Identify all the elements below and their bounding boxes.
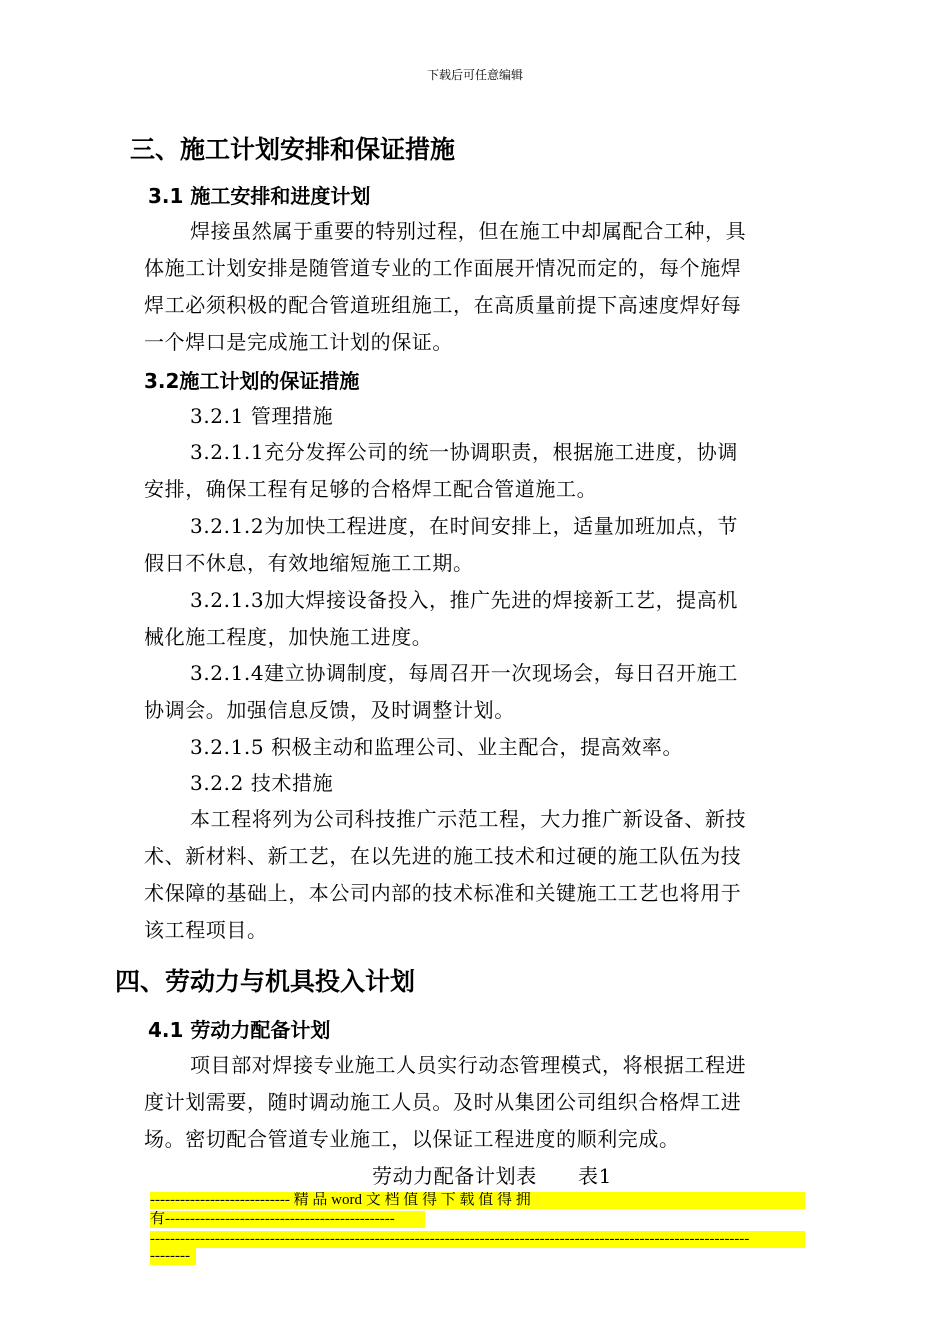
paragraph-line: 3.2.1.5 积极主动和监理公司、业主配合，提高效率。 — [190, 735, 684, 759]
paragraph-line: 安排，确保工程有足够的合格焊工配合管道施工。 — [144, 477, 598, 501]
paragraph-line: 械化施工程度，加快施工进度。 — [144, 625, 433, 649]
paragraph-line: 体施工计划安排是随管道专业的工作面展开情况而定的，每个施焊 — [144, 256, 742, 280]
paragraph-line: 术、新材料、新工艺，在以先进的施工技术和过硬的施工队伍为技 — [144, 844, 742, 868]
subsection-3-2-1-title: 3.2.1 管理措施 — [190, 404, 334, 428]
footer-note-line-2: 有---------------------------------------------- — [150, 1211, 425, 1228]
table-caption: 劳动力配备计划表 表1 — [372, 1164, 612, 1188]
subsection-3-2-2-title: 3.2.2 技术措施 — [190, 771, 334, 795]
footer-note-line-4: -------- — [150, 1248, 196, 1265]
paragraph-line: 项目部对焊接专业施工人员实行动态管理模式，将根据工程进 — [190, 1053, 747, 1077]
paragraph-line: 焊工必须积极的配合管道班组施工，在高质量前提下高速度焊好每 — [144, 293, 742, 317]
paragraph-line: 度计划需要，随时调动施工人员。及时从集团公司组织合格焊工进 — [144, 1090, 742, 1114]
section-3-1-title: 3.1 施工安排和进度计划 — [148, 184, 371, 208]
section-3-title: 三、施工计划安排和保证措施 — [130, 135, 456, 164]
paragraph-line: 本工程将列为公司科技推广示范工程，大力推广新设备、新技 — [190, 807, 747, 831]
footer-note-line-1: ---------------------------- 精 品 word 文 档 值 得 下 载 值 得 拥 — [150, 1192, 805, 1209]
paragraph-line: 协调会。加强信息反馈，及时调整计划。 — [144, 698, 515, 722]
section-4-1-title: 4.1 劳动力配备计划 — [148, 1018, 331, 1042]
paragraph-line: 术保障的基础上，本公司内部的技术标准和关键施工工艺也将用于 — [144, 881, 742, 905]
paragraph-line: 一个焊口是完成施工计划的保证。 — [144, 330, 453, 354]
paragraph-line: 假日不休息，有效地缩短施工工期。 — [144, 551, 474, 575]
header-note: 下载后可任意编辑 — [426, 68, 523, 82]
footer-note-line-3: ------------------------------------------------------------------------------------------------------------------------ — [150, 1231, 805, 1248]
paragraph-line: 焊接虽然属于重要的特别过程，但在施工中却属配合工种，具 — [190, 219, 747, 243]
section-3-2-title: 3.2施工计划的保证措施 — [144, 369, 360, 393]
paragraph-line: 3.2.1.4建立协调制度，每周召开一次现场会，每日召开施工 — [190, 661, 738, 685]
paragraph-line: 场。密切配合管道专业施工，以保证工程进度的顺利完成。 — [144, 1127, 680, 1151]
paragraph-line: 3.2.1.1充分发挥公司的统一协调职责，根据施工进度，协调 — [190, 440, 738, 464]
paragraph-line: 3.2.1.3加大焊接设备投入，推广先进的焊接新工艺，提高机 — [190, 588, 738, 612]
paragraph-line: 3.2.1.2为加快工程进度，在时间安排上，适量加班加点，节 — [190, 514, 738, 538]
section-4-title: 四、劳动力与机具投入计划 — [115, 967, 416, 996]
paragraph-line: 该工程项目。 — [144, 918, 268, 942]
